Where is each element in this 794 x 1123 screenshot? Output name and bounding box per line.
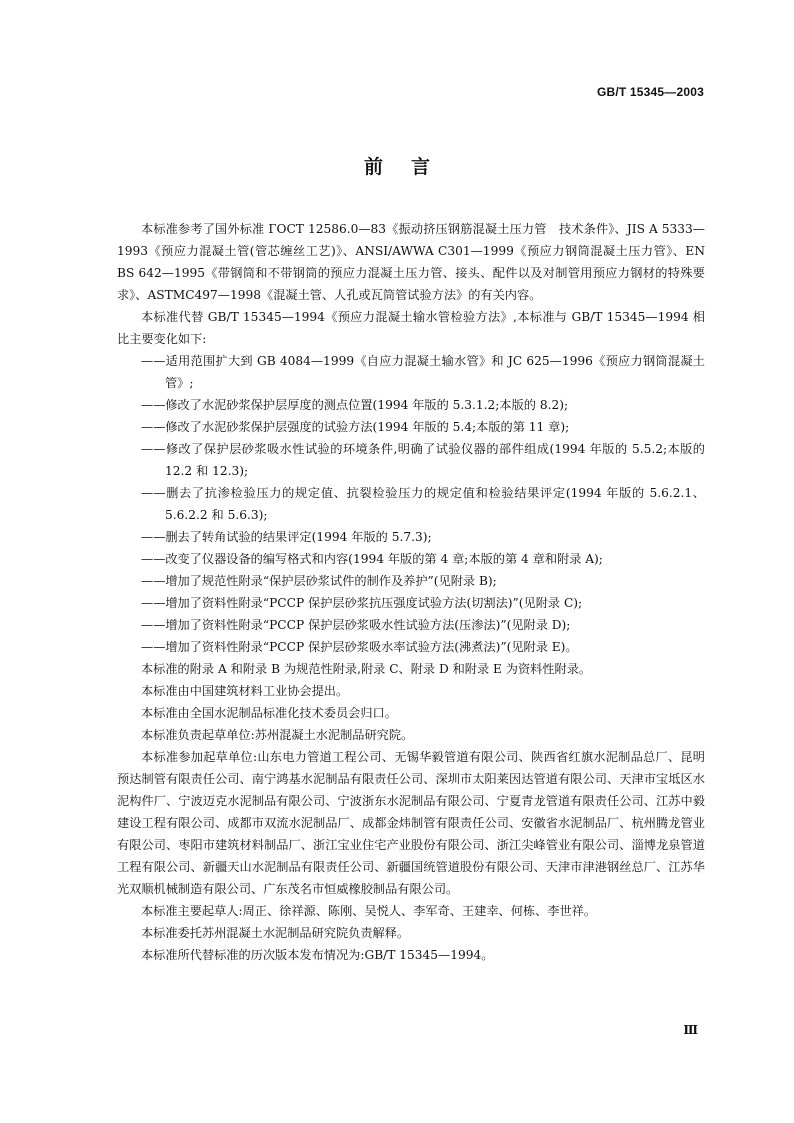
- page-number: Ⅲ: [683, 1023, 698, 1037]
- paragraph-participating-units: 本标准参加起草单位:山东电力管道工程公司、无锡华毅管道有限公司、陕西省红旗水泥制品总厂、昆明预达制管有限责任公司、南宁鸿基水泥制品有限责任公司、深圳市太阳莱因达管道有限公司、天津市宝坻区水泥构件厂、宁波迈克水泥制品有限公司、宁波浙东水泥制品有限公司、宁夏青龙管道有限责任公司、江苏中毅建设工程有限公司、成都市双流水泥制品厂、成都金炜制管有限责任公司、安徽省水泥制品厂、杭州腾龙管业有限公司、枣阳市建筑材料制品厂、浙江宝业住宅产业股份有限公司、浙江尖峰管业有限公司、淄博龙泉管道工程有限公司、新疆天山水泥制品有限责任公司、新疆国统管道股份有限公司、天津市津港钢丝总厂、江苏华光双顺机械制造有限公司、广东茂名市恒威橡胶制品有限公司。: [117, 750, 705, 896]
- paragraph-references: 本标准参考了国外标准 ГОСТ 12586.0—83《振动挤压钢筋混凝土压力管 技术条件》、JIS A 5333—1993《预应力混凝土管(管芯缠丝工艺)》、ANSI/AWWA C301—1999《预应力钢筒混凝土压力管》、EN BS 642—1995《带钢筒和不带钢筒的预应力混凝土压力管、接头、配件以及对制管用预应力钢材的特殊要求》、ASTMC497—1998《混凝土管、人孔或瓦筒管试验方法》的有关内容。: [117, 222, 705, 302]
- change-item: ——修改了水泥砂浆保护层强度的试验方法(1994 年版的 5.4;本版的第 11 章);: [141, 420, 570, 434]
- standard-code: GB/T 15345—2003: [596, 85, 704, 99]
- paragraph-committee: 本标准由全国水泥制品标准化技术委员会归口。: [141, 706, 397, 720]
- change-item: ——修改了保护层砂浆吸水性试验的环境条件,明确了试验仪器的部件组成(1994 年版的 5.5.2;本版的 12.2 和 12.3);: [141, 442, 705, 478]
- paragraph-lead-drafter: 本标准负责起草单位:苏州混凝土水泥制品研究院。: [141, 728, 414, 742]
- page-title: 前言: [363, 156, 458, 178]
- change-item: ——适用范围扩大到 GB 4084—1999《自应力混凝土输水管》和 JC 625—1996《预应力钢筒混凝土管》;: [141, 354, 705, 390]
- paragraph-main-drafters: 本标准主要起草人:周正、徐祥源、陈刚、吴悦人、李军奇、王建幸、何栋、李世祥。: [141, 904, 597, 918]
- change-item: ——删去了转角试验的结果评定(1994 年版的 5.7.3);: [141, 530, 432, 544]
- change-item: ——增加了资料性附录“PCCP 保护层砂浆吸水率试验方法(沸煮法)”(见附录 E)。: [141, 640, 578, 654]
- paragraph-interpretation: 本标准委托苏州混凝土水泥制品研究院负责解释。: [141, 926, 410, 940]
- change-item: ——增加了资料性附录“PCCP 保护层砂浆抗压强度试验方法(切割法)”(见附录 C);: [141, 596, 583, 610]
- change-item: ——增加了资料性附录“PCCP 保护层砂浆吸水性试验方法(压渗法)”(见附录 D);: [141, 618, 571, 632]
- paragraph-proposer: 本标准由中国建筑材料工业协会提出。: [141, 684, 349, 698]
- change-item: ——增加了规范性附录“保护层砂浆试件的制作及养护”(见附录 B);: [141, 574, 497, 588]
- change-item: ——改变了仪器设备的编写格式和内容(1994 年版的第 4 章;本版的第 4 章和附录 A);: [141, 552, 603, 566]
- change-item: ——删去了抗渗检验压力的规定值、抗裂检验压力的规定值和检验结果评定(1994 年版的 5.6.2.1、5.6.2.2 和 5.6.3);: [141, 486, 705, 522]
- paragraph-replaces: 本标准代替 GB/T 15345—1994《预应力混凝土输水管检验方法》,本标准与 GB/T 15345—1994 相比主要变化如下:: [117, 310, 705, 346]
- document-body: [117, 218, 705, 966]
- change-item: ——修改了水泥砂浆保护层厚度的测点位置(1994 年版的 5.3.1.2;本版的 8.2);: [141, 398, 569, 412]
- paragraph-version-history: 本标准所代替标准的历次版本发布情况为:GB/T 15345—1994。: [141, 948, 494, 962]
- paragraph-annexes: 本标准的附录 A 和附录 B 为规范性附录,附录 C、附录 D 和附录 E 为资料性附录。: [141, 662, 592, 676]
